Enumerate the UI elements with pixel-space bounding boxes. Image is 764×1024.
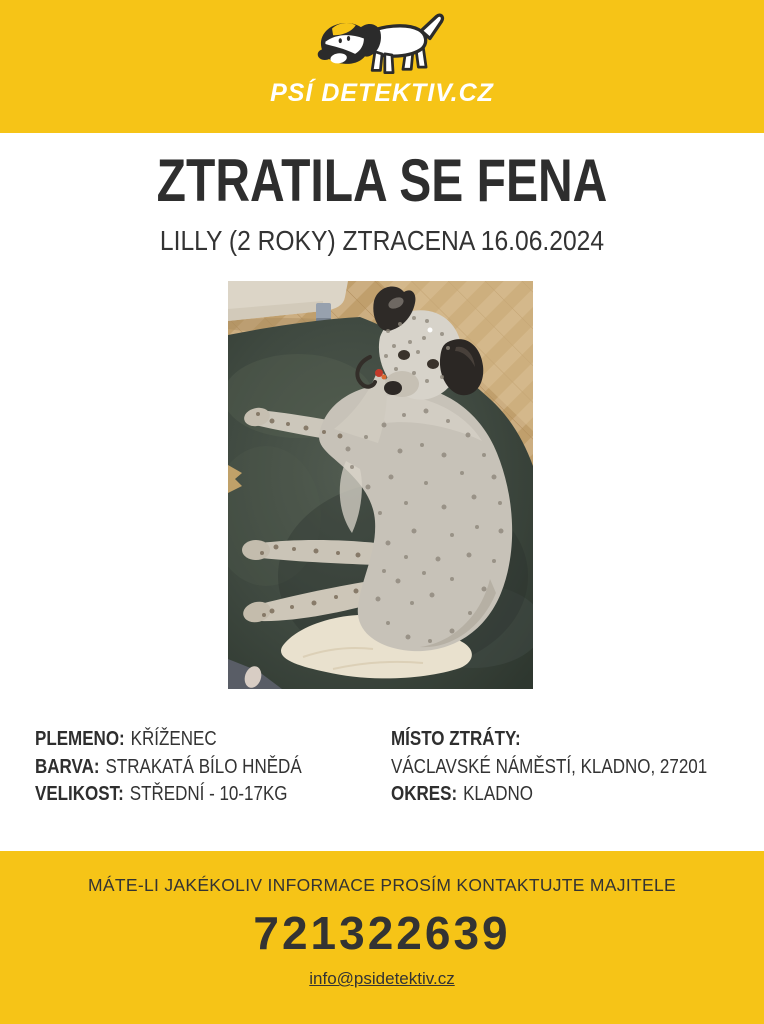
sniffing-dog-logo-icon [312,11,446,77]
details-left-column [35,726,349,809]
detail-value: KLADNO [463,783,533,805]
lost-dog-photo [228,281,533,689]
poster-title: ZTRATILA SE FENA [156,147,608,214]
poster-subtitle: LILLY (2 ROKY) ZTRACENA 16.06.2024 [159,225,605,256]
detail-row-place-label [391,726,707,754]
detail-row-district [391,781,707,809]
detail-row-breed [35,726,302,754]
brand-name: PSÍ DETEKTIV.CZ [270,79,494,107]
detail-row-size [35,781,302,809]
detail-value: STŘEDNÍ - 10-17KG [129,783,288,805]
detail-row-place-value [391,754,707,782]
detail-label: OKRES: [391,783,458,805]
detail-label: VELIKOST: [35,783,124,805]
detail-value: STRAKATÁ BÍLO HNĚDÁ [105,755,302,778]
detail-value: KŘÍŽENEC [130,728,217,750]
detail-row-color [35,754,302,782]
detail-label: BARVA: [35,755,100,778]
detail-value: VÁCLAVSKÉ NÁMĚSTÍ, KLADNO, 27201 [391,755,708,778]
contact-phone: 721322639 [253,907,511,959]
dog-photo-illustration [228,281,533,689]
details-right-column [391,726,763,809]
top-banner [0,0,764,133]
bottom-banner [0,851,764,1024]
contact-message: MÁTE-LI JAKÉKOLIV INFORMACE PROSÍM KONTAKTUJTE MAJITELE [88,875,676,895]
detail-label: PLEMENO: [35,728,125,750]
contact-email-link[interactable]: info@psidetektiv.cz [309,969,455,988]
detail-label: MÍSTO ZTRÁTY: [391,728,521,750]
